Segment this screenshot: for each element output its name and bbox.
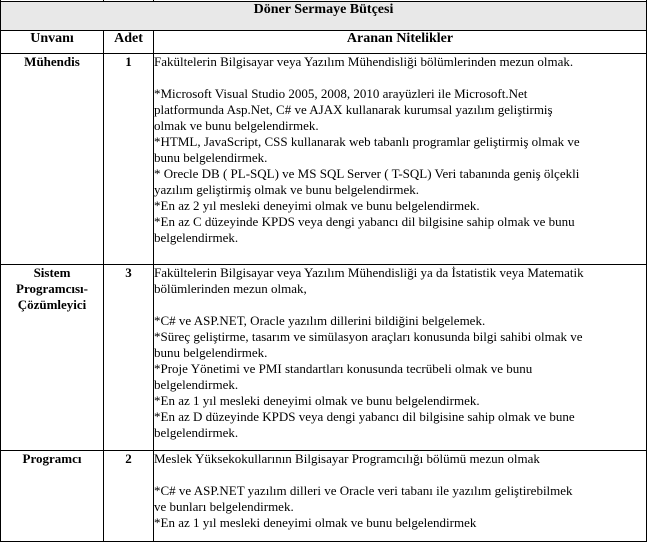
- position-title-line: Programcısı-: [16, 281, 88, 296]
- table-row: [1, 265, 647, 451]
- position-title-line: Sistem: [33, 265, 71, 280]
- requirement-line: *HTML, JavaScript, CSS kullanarak web tabanlı programlar geliştirmiş olmak ve: [154, 134, 580, 149]
- requirements-cell: [154, 451, 647, 542]
- requirement-line: *C# ve ASP.NET, Oracle yazılım dillerini bildiğini belgelemek.: [154, 313, 486, 328]
- requirement-line: bölümlerinden mezun olmak,: [154, 281, 307, 296]
- requirement-line: belgelendirmek.: [154, 230, 239, 245]
- column-header-row: [1, 31, 647, 54]
- position-title: Mühendis: [1, 54, 104, 265]
- requirement-line: ve bunları belgelendirmek.: [154, 499, 294, 514]
- requirement-line: olmak ve bunu belgelendirmek.: [154, 118, 319, 133]
- section-title: Döner Sermaye Bütçesi: [1, 2, 647, 31]
- column-header-adet: Adet: [104, 31, 154, 54]
- requirement-line: *En az 1 yıl mesleki deneyimi olmak ve bunu belgelendirmek: [154, 515, 477, 530]
- table-row: [1, 451, 647, 542]
- requirement-line: belgelendirmek.: [154, 425, 239, 440]
- requirement-line: Meslek Yüksekokullarının Bilgisayar Programcılığı bölümü mezun olmak: [154, 451, 540, 466]
- requirement-line: Fakültelerin Bilgisayar veya Yazılım Mühendisliği ya da İstatistik veya Matematik: [154, 265, 584, 280]
- requirement-line: *En az C düzeyinde KPDS veya dengi yabancı dil bilgisine sahip olmak ve bunu: [154, 214, 575, 229]
- blank-line: [154, 70, 646, 86]
- blank-line: [154, 467, 646, 483]
- requirement-line: belgelendirmek.: [154, 377, 239, 392]
- requirement-line: *C# ve ASP.NET yazılım dilleri ve Oracle veri tabanı ile yazılım geliştirebilmek: [154, 483, 573, 498]
- requirement-line: *En az 1 yıl mesleki deneyimi olmak ve bunu belgelendirmek.: [154, 393, 480, 408]
- requirement-line: *En az D düzeyinde KPDS veya dengi yabancı dil bilgisine sahip olmak ve bune: [154, 409, 575, 424]
- position-count: 2: [104, 451, 154, 542]
- table-row: [1, 54, 647, 265]
- requirement-line: yazılım geliştirmiş olmak ve bunu belgelendirmek.: [154, 182, 419, 197]
- requirement-line: *En az 2 yıl mesleki deneyimi olmak ve bunu belgelendirmek.: [154, 198, 480, 213]
- requirements-cell: [154, 54, 647, 265]
- requirement-line: bunu belgelendirmek.: [154, 150, 268, 165]
- requirement-line: *Proje Yönetimi ve PMI standartları konusunda tecrübeli olmak ve bunu: [154, 361, 533, 376]
- requirement-line: * Orecle DB ( PL-SQL) ve MS SQL Server ( T-SQL) Veri tabanında geniş ölçekli: [154, 166, 580, 181]
- position-title-line: Çözümleyici: [17, 297, 87, 312]
- position-title: Programcı: [1, 451, 104, 542]
- blank-line: [154, 297, 646, 313]
- requirements-cell: [154, 265, 647, 451]
- requirement-line: *Süreç geliştirme, tasarım ve simülasyon araçları konusunda bilgi sahibi olmak ve: [154, 329, 583, 344]
- column-header-unvan: Unvanı: [1, 31, 104, 54]
- requirement-line: bunu belgelendirmek.: [154, 345, 268, 360]
- requirement-line: platformunda Asp.Net, C# ve AJAX kullanarak kurumsal yazılım geliştirmiş: [154, 102, 553, 117]
- section-title-row: [1, 2, 647, 31]
- column-header-nitelikler: Aranan Nitelikler: [154, 31, 647, 54]
- position-title: [1, 265, 104, 451]
- requirement-line: *Microsoft Visual Studio 2005, 2008, 2010 arayüzleri ile Microsoft.Net: [154, 86, 528, 101]
- position-count: 3: [104, 265, 154, 451]
- requirement-line: Fakültelerin Bilgisayar veya Yazılım Mühendisliği bölümlerinden mezun olmak.: [154, 54, 574, 69]
- position-count: 1: [104, 54, 154, 265]
